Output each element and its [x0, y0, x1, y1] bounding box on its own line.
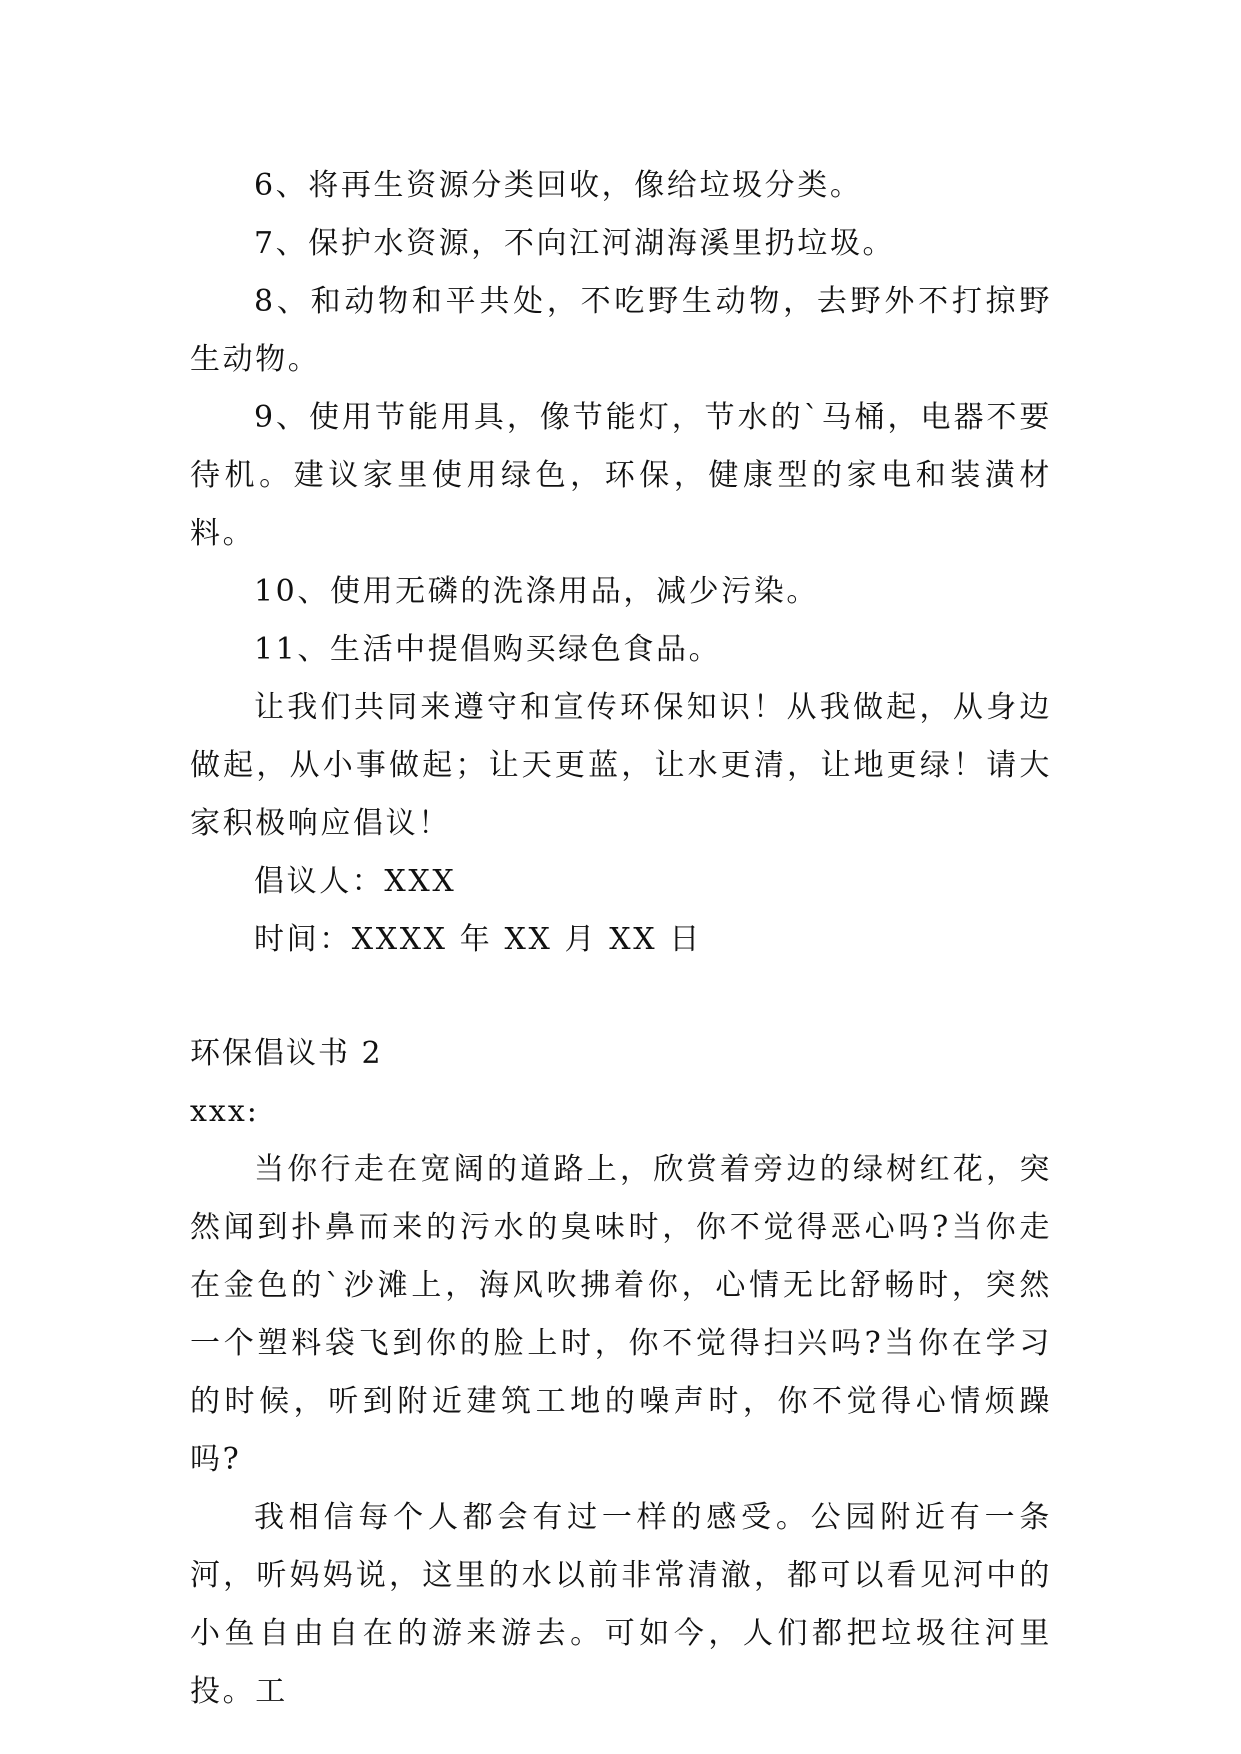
list-item-6: 6、将再生资源分类回收，像给垃圾分类。: [254, 168, 863, 203]
date-line: 时间：XXXX 年 XX 月 XX 日: [254, 922, 702, 957]
list-item-7: 7、保护水资源，不向江河湖海溪里扔垃圾。: [254, 226, 896, 261]
list-item-10: 10、使用无磷的洗涤用品，减少污染。: [254, 574, 819, 609]
body-paragraph-1: 当你行走在宽阔的道路上，欣赏着旁边的绿树红花，突然闻到扑鼻而来的污水的臭味时，你不觉得恶心吗?当你走在金色的`沙滩上，海风吹拂着你，心情无比舒畅时，突然一个塑料袋飞到你的脸上时，你不觉得扫兴吗?当你在学习的时候，听到附近建筑工地的噪声时，你不觉得心情烦躁吗?: [190, 1152, 1052, 1477]
document-page: [190, 157, 1052, 1721]
list-item-9: 9、使用节能用具，像节能灯，节水的`马桶，电器不要待机。建议家里使用绿色，环保，健康型的家电和装潢材料。: [190, 400, 1052, 551]
section-gap: [190, 969, 1052, 1025]
proposer-line: 倡议人：XXX: [254, 864, 457, 899]
salutation: xxx:: [190, 1094, 259, 1129]
body-paragraph-2: 我相信每个人都会有过一样的感受。公园附近有一条河，听妈妈说，这里的水以前非常清澈，都可以看见河中的小鱼自由自在的游来游去。可如今，人们都把垃圾往河里投。工: [190, 1500, 1052, 1709]
list-item-8: 8、和动物和平共处，不吃野生动物，去野外不打掠野生动物。: [190, 284, 1052, 377]
section-title: 环保倡议书 2: [190, 1036, 383, 1071]
closing-paragraph: 让我们共同来遵守和宣传环保知识！从我做起，从身边做起，从小事做起；让天更蓝，让水更清，让地更绿！请大家积极响应倡议！: [190, 690, 1052, 841]
list-item-11: 11、生活中提倡购买绿色食品。: [254, 632, 722, 667]
